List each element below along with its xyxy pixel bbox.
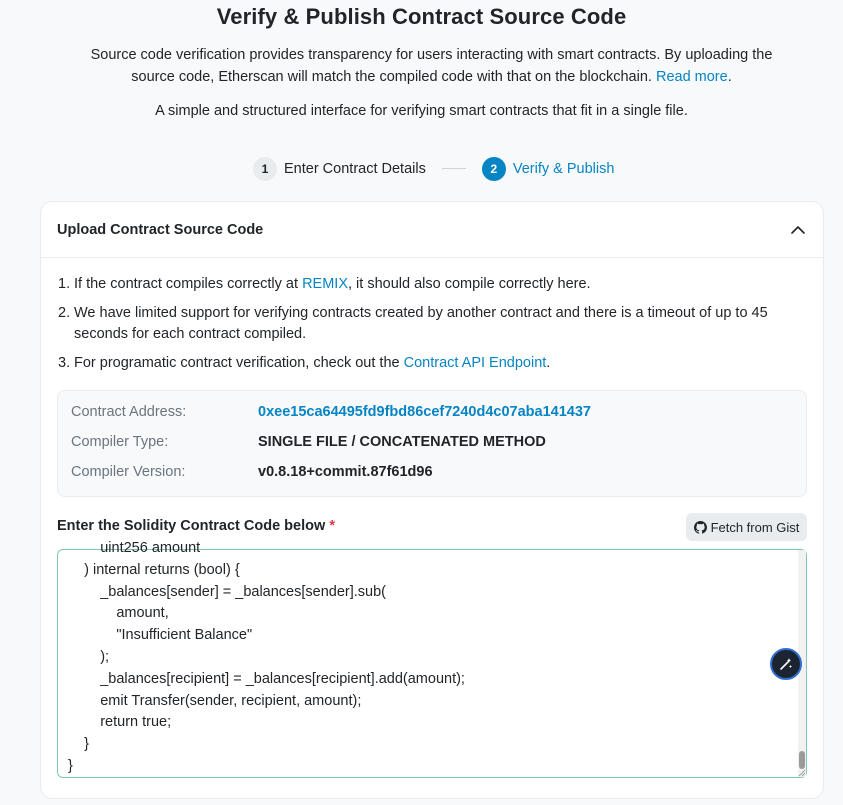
fetch-from-gist-label: Fetch from Gist <box>710 519 800 535</box>
contract-info-box <box>57 390 807 497</box>
github-icon <box>694 521 707 534</box>
compiler-type-label: Compiler Type: <box>71 434 169 450</box>
solidity-code-textarea[interactable] <box>57 540 807 778</box>
page-subintro: A simple and structured interface for verifying smart contracts that fit in a single file. <box>155 103 688 119</box>
instruction-item: 1. If the contract compiles correctly at REMIX, it should also compile correctly here. <box>58 276 591 292</box>
contract-api-endpoint-link[interactable]: Contract API Endpoint <box>403 355 547 371</box>
intro-period: . <box>727 69 732 85</box>
magic-wand-icon <box>779 657 793 671</box>
step-2-label: Verify & Publish <box>512 160 615 177</box>
step-1-label[interactable]: Enter Contract Details <box>284 160 426 177</box>
code-content[interactable]: uint256 amount ) internal returns (bool) { _balances[sender] = _balances[sender].sub( amount, "Insufficient Balance" ); _balances[recipient] = _balances[recipient].add(amount); emit Transfer(sender, recipient, amount); return true; } } <box>68 540 465 774</box>
address-label: Contract Address: <box>71 404 187 420</box>
chevron-up-icon[interactable] <box>789 221 807 239</box>
card-header[interactable] <box>41 202 823 258</box>
intro-text: Source code verification provides transparency for users interacting with smart contracts. By uploading the source code, Etherscan will match the compiled code with that on the blockchain. <box>90 47 773 85</box>
compiler-version-label: Compiler Version: <box>71 464 186 480</box>
step-2-number: 2 <box>482 157 506 181</box>
step-1-number[interactable]: 1 <box>253 157 277 181</box>
page-intro <box>90 44 773 88</box>
remix-link[interactable]: REMIX <box>302 276 348 292</box>
compiler-type-value: SINGLE FILE / CONCATENATED METHOD <box>258 434 546 450</box>
compiler-version-value: v0.8.18+commit.87f61d96 <box>258 464 433 480</box>
stepper <box>253 156 614 181</box>
instructions-list <box>58 274 798 382</box>
fetch-from-gist-button[interactable] <box>686 513 807 541</box>
upload-source-card <box>40 201 824 799</box>
read-more-link[interactable]: Read more <box>655 69 728 85</box>
contract-address-link[interactable]: 0xee15ca64495fd9fbd86cef7240d4c07aba141437 <box>258 404 591 420</box>
instruction-item: 2. We have limited support for verifying contracts created by another contract and there is a timeout of up to 45 seconds for each contract compiled. <box>58 305 768 342</box>
magic-wand-button[interactable] <box>770 648 802 680</box>
code-input-label: Enter the Solidity Contract Code below * <box>57 518 335 534</box>
card-title: Upload Contract Source Code <box>57 221 264 238</box>
step-divider <box>442 168 466 169</box>
page-title: Verify & Publish Contract Source Code <box>216 4 627 29</box>
instruction-item: 3. For programatic contract verification, check out the Contract API Endpoint. <box>58 355 551 371</box>
resize-handle-icon[interactable] <box>799 770 805 776</box>
required-marker: * <box>329 518 335 534</box>
scrollbar-thumb[interactable] <box>799 751 805 769</box>
